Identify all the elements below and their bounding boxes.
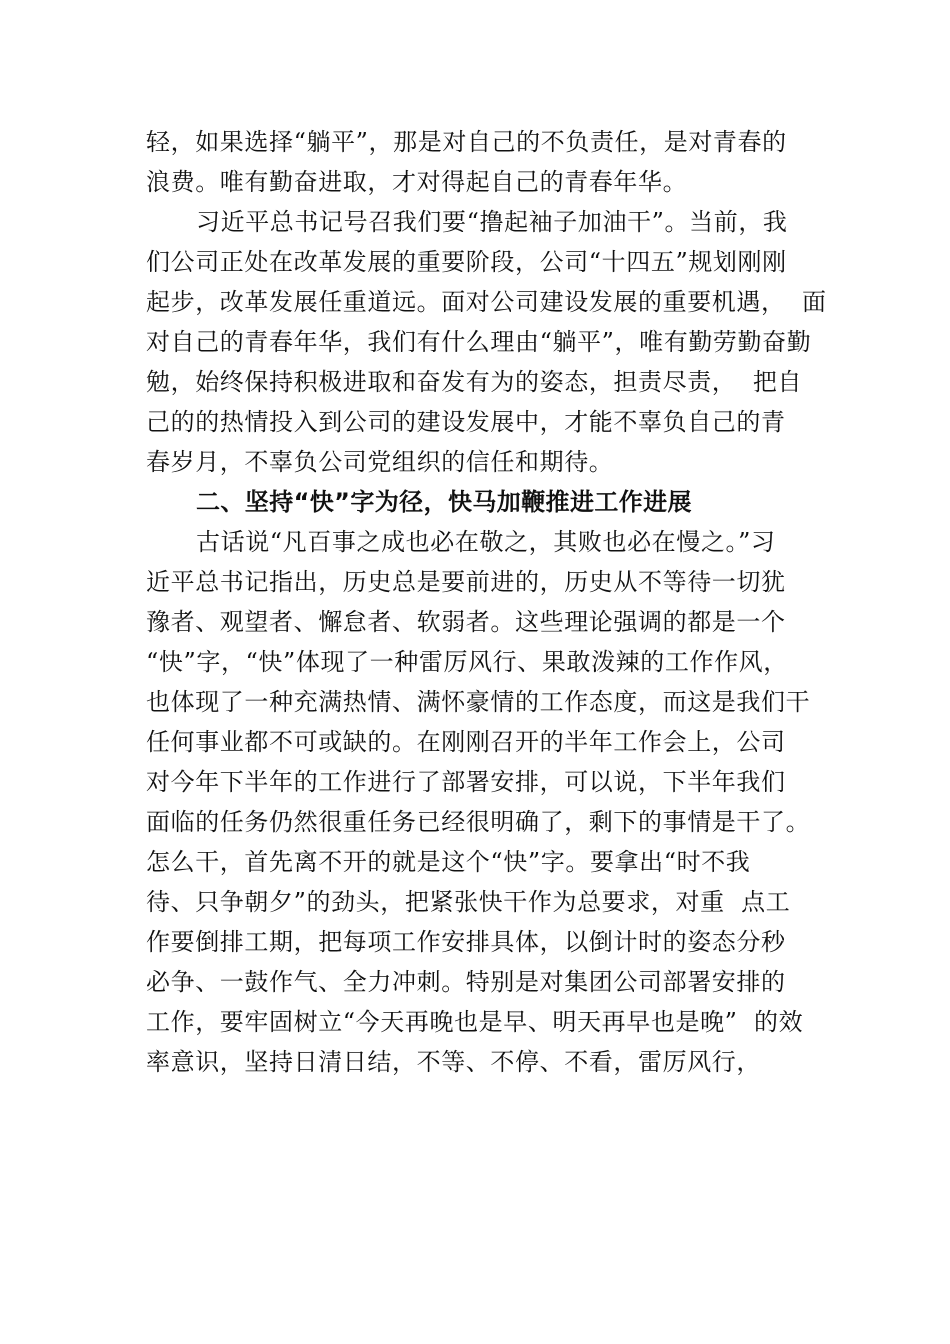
paragraph-start-line: 古话说“凡百事之成也必在敬之，其败也必在慢之。”习 [196,528,776,556]
text-line-17: 对今年下半年的工作进行了部署安排，可以说，下半年我们 [146,768,786,796]
text-line-16: 任何事业都不可或缺的。在刚刚召开的半年工作会上，公司 [146,728,786,756]
paragraph-start-line: 习近平总书记号召我们要“撸起袖子加油干”。当前，我 [196,208,788,236]
text-line-19: 怎么干，首先离不开的就是这个“快”字。要拿出“时不我 [146,848,751,876]
text-line-14: “快”字，“快”体现了一种雷厉风行、果敢泼辣的工作作风， [146,648,788,676]
text-line-22: 必争、一鼓作气、全力冲刺。特别是对集团公司部署安排的 [146,968,786,996]
text-line-7: 勉，始终保持积极进取和奋发有为的姿态，担责尽责， 把自 [146,368,803,396]
text-line-21: 作要倒排工期，把每项工作安排具体，以倒计时的姿态分秒 [146,928,786,956]
text-line-20: 待、只争朝夕”的劲头，把紧张快干作为总要求，对重 点工 [146,888,791,916]
text-line-12: 近平总书记指出，历史总是要前进的，历史从不等待一切犹 [146,568,786,596]
text-line-18: 面临的任务仍然很重任务已经很明确了，剩下的事情是干了。 [146,808,811,836]
section-heading: 二、坚持“快”字为径，快马加鞭推进工作进展 [196,488,692,516]
text-line-13: 豫者、观望者、懈怠者、软弱者。这些理论强调的都是一个 [146,608,786,636]
text-line-9: 春岁月，不辜负公司党组织的信任和期待。 [146,448,614,476]
text-line-23: 工作，要牢固树立“今天再晚也是早、明天再早也是晚” 的效 [146,1008,804,1036]
text-line-4: 们公司正处在改革发展的重要阶段，公司“十四五”规划刚刚 [146,248,787,276]
text-line-2: 浪费。唯有勤奋进取，才对得起自己的青春年华。 [146,168,688,196]
text-line-1: 轻，如果选择“躺平”，那是对自己的不负责任，是对青春的 [146,128,787,156]
text-line-15: 也体现了一种充满热情、满怀豪情的工作态度，而这是我们干 [146,688,811,716]
text-line-5: 起步，改革发展任重道远。面对公司建设发展的重要机遇， 面 [146,288,827,316]
text-line-24: 率意识，坚持日清日结，不等、不停、不看，雷厉风行， [146,1048,761,1076]
text-line-8: 己的的热情投入到公司的建设发展中，才能不辜负自己的青 [146,408,786,436]
text-line-6: 对自己的青春年华，我们有什么理由“躺平”，唯有勤劳勤奋勤 [146,328,812,356]
